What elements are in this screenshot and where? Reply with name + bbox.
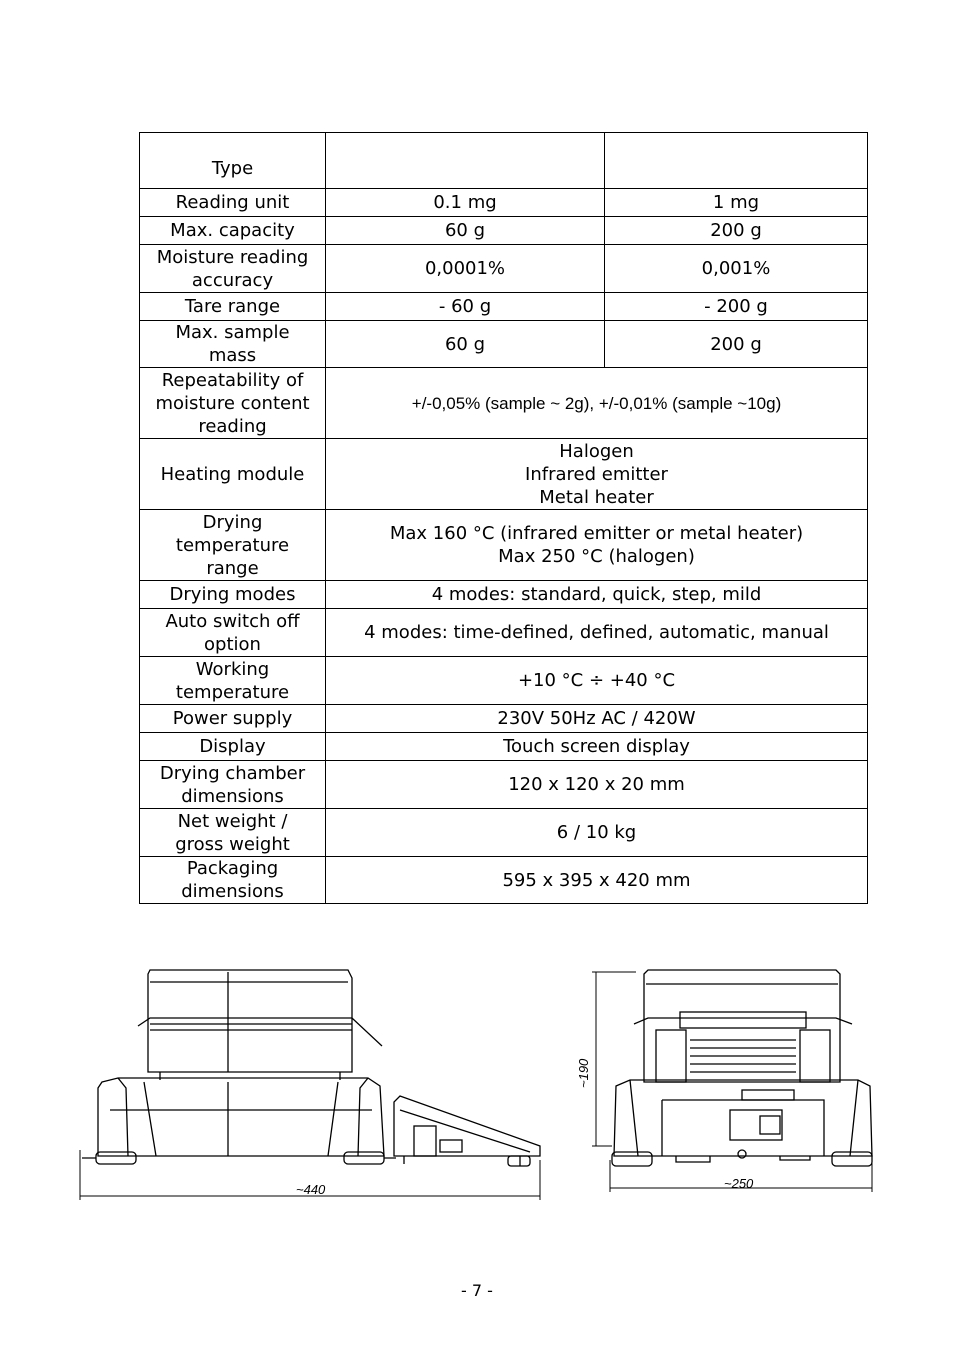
table-row <box>140 761 868 809</box>
table-row <box>140 439 868 510</box>
row-label: Moisture reading accuracy <box>140 245 326 293</box>
row-label: Repeatability of moisture content reading <box>140 368 326 439</box>
front-view-width-label: ~250 <box>724 1176 754 1191</box>
front-view-drawing <box>592 970 872 1192</box>
side-view-width-label: ~440 <box>296 1182 326 1197</box>
merged-value: 6 / 10 kg <box>326 809 868 857</box>
row-label: Packaging dimensions <box>140 857 326 904</box>
merged-value: +/-0,05% (sample ~ 2g), +/-0,01% (sample ~10g) <box>326 368 868 439</box>
row-label: Max. sample mass <box>140 321 326 368</box>
table-row <box>140 368 868 439</box>
merged-value: 230V 50Hz AC / 420W <box>326 705 868 733</box>
moisture-analyzer-drawing <box>0 960 954 1210</box>
table-row <box>140 581 868 609</box>
table-row <box>140 809 868 857</box>
merged-value: Max 160 °C (infrared emitter or metal heater) Max 250 °C (halogen) <box>326 510 868 581</box>
model-1-value: - 60 g <box>326 293 605 321</box>
type-label: Type <box>140 133 326 189</box>
table-row <box>140 733 868 761</box>
row-label: Tare range <box>140 293 326 321</box>
model-2-value: 200 g <box>605 217 868 245</box>
merged-value: 4 modes: time-defined, defined, automatic, manual <box>326 609 868 657</box>
table-row <box>140 217 868 245</box>
row-label: Power supply <box>140 705 326 733</box>
row-label: Drying modes <box>140 581 326 609</box>
model-1-value: 60 g <box>326 217 605 245</box>
model-2-value: 0,001% <box>605 245 868 293</box>
merged-value: 595 x 395 x 420 mm <box>326 857 868 904</box>
table-row <box>140 293 868 321</box>
model-2-value: - 200 g <box>605 293 868 321</box>
table-row <box>140 189 868 217</box>
merged-value: Touch screen display <box>326 733 868 761</box>
row-label: Drying chamber dimensions <box>140 761 326 809</box>
row-label: Net weight / gross weight <box>140 809 326 857</box>
table-row <box>140 857 868 904</box>
model-2-header <box>605 133 868 189</box>
table-header-row <box>140 133 868 189</box>
table-row <box>140 705 868 733</box>
specification-table <box>139 132 868 904</box>
row-label: Display <box>140 733 326 761</box>
table-row <box>140 609 868 657</box>
table-row <box>140 657 868 705</box>
row-label: Reading unit <box>140 189 326 217</box>
table-row <box>140 321 868 368</box>
row-label: Working temperature <box>140 657 326 705</box>
row-label: Max. capacity <box>140 217 326 245</box>
merged-value: Halogen Infrared emitter Metal heater <box>326 439 868 510</box>
row-label: Heating module <box>140 439 326 510</box>
model-1-header <box>326 133 605 189</box>
row-label: Auto switch off option <box>140 609 326 657</box>
row-label: Drying temperature range <box>140 510 326 581</box>
page-number: - 7 - <box>461 1281 493 1300</box>
table-row <box>140 245 868 293</box>
merged-value: +10 °C ÷ +40 °C <box>326 657 868 705</box>
model-2-value: 200 g <box>605 321 868 368</box>
merged-value: 120 x 120 x 20 mm <box>326 761 868 809</box>
side-view-drawing <box>80 970 540 1200</box>
merged-value: 4 modes: standard, quick, step, mild <box>326 581 868 609</box>
model-1-value: 0.1 mg <box>326 189 605 217</box>
front-view-height-label: ~190 <box>576 1058 591 1088</box>
model-2-value: 1 mg <box>605 189 868 217</box>
table-row <box>140 510 868 581</box>
model-1-value: 60 g <box>326 321 605 368</box>
model-1-value: 0,0001% <box>326 245 605 293</box>
